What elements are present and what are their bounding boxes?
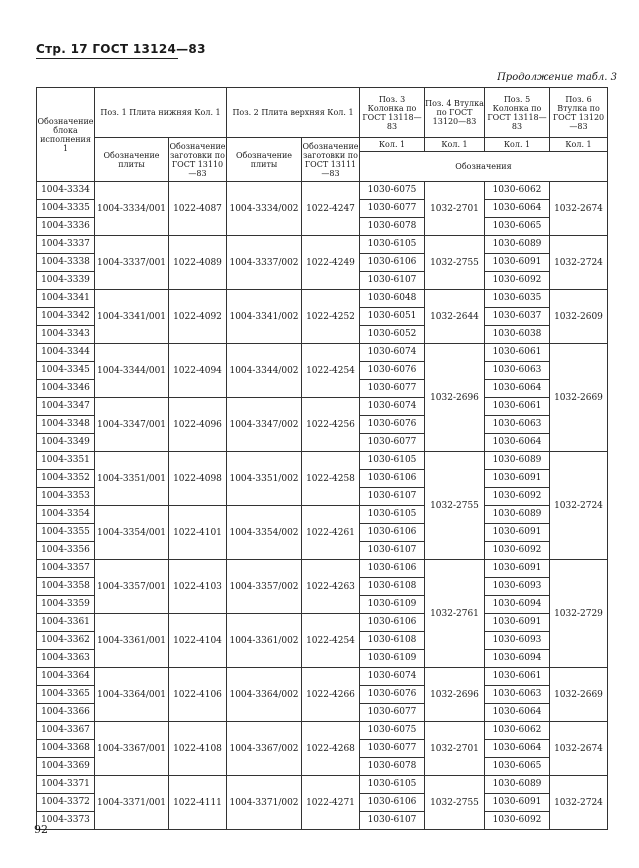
plate2-cell: 1004-3347/002 bbox=[227, 398, 302, 452]
pos4-header: Поз. 4 Втулка по ГОСТ 13120—83 bbox=[425, 88, 485, 138]
column-designation: 1030-6064 bbox=[485, 740, 549, 758]
block-designation: 1004-3364 bbox=[37, 668, 94, 686]
column-designation: 1030-6106 bbox=[360, 794, 424, 812]
plate1-cell: 1004-3354/001 bbox=[95, 506, 169, 560]
column-designation: 1030-6107 bbox=[367, 815, 417, 825]
block-designation: 1004-3369 bbox=[41, 761, 90, 771]
column-designation: 1030-6061 bbox=[485, 344, 549, 362]
block-designation: 1004-3351 bbox=[37, 452, 94, 470]
blank1-cell: 1022-4103 bbox=[169, 560, 227, 614]
qty-header: Кол. 1 bbox=[550, 138, 608, 152]
column-designation: 1030-6061 bbox=[485, 398, 549, 416]
block-cell bbox=[37, 344, 95, 398]
block-cell bbox=[37, 668, 95, 722]
bushing4-cell: 1032-2755 bbox=[425, 776, 485, 830]
block-cell bbox=[37, 182, 95, 236]
column-designation: 1030-6106 bbox=[360, 560, 424, 578]
block-designation: 1004-3373 bbox=[41, 815, 90, 825]
block-designation: 1004-3358 bbox=[37, 578, 94, 596]
bushing6-cell: 1032-2669 bbox=[550, 668, 608, 722]
column-designation: 1030-6075 bbox=[360, 722, 424, 740]
qty-header: Кол. 1 bbox=[425, 138, 485, 152]
column-designation: 1030-6074 bbox=[360, 344, 424, 362]
qty-header: Кол. 1 bbox=[485, 138, 550, 152]
block-designation: 1004-3356 bbox=[41, 545, 90, 555]
plate2-cell: 1004-3337/002 bbox=[227, 236, 302, 290]
header-rule bbox=[36, 58, 178, 59]
block-designation: 1004-3335 bbox=[37, 200, 94, 218]
block-designation: 1004-3355 bbox=[37, 524, 94, 542]
column-designation: 1030-6076 bbox=[360, 362, 424, 380]
bushing4-cell: 1032-2644 bbox=[425, 290, 485, 344]
column-designation: 1030-6107 bbox=[367, 275, 417, 285]
plate-desig-header: Обозначение плиты bbox=[95, 138, 169, 182]
bushing6-cell: 1032-2674 bbox=[550, 722, 608, 776]
column3-cell bbox=[360, 344, 425, 398]
column5-cell bbox=[485, 722, 550, 776]
column3-cell bbox=[360, 776, 425, 830]
column-designation: 1030-6092 bbox=[492, 815, 542, 825]
blank2-cell: 1022-4252 bbox=[302, 290, 360, 344]
column-designation: 1030-6089 bbox=[485, 236, 549, 254]
column-designation: 1030-6089 bbox=[485, 452, 549, 470]
blank2-cell: 1022-4247 bbox=[302, 182, 360, 236]
column-designation: 1030-6092 bbox=[492, 545, 542, 555]
blank1-cell: 1022-4092 bbox=[169, 290, 227, 344]
column-designation: 1030-6078 bbox=[367, 761, 417, 771]
column-designation: 1030-6094 bbox=[492, 599, 542, 609]
column-designation: 1030-6107 bbox=[367, 491, 417, 501]
plate1-cell: 1004-3341/001 bbox=[95, 290, 169, 344]
column-designation: 1030-6048 bbox=[360, 290, 424, 308]
block-designation: 1004-3372 bbox=[37, 794, 94, 812]
block-designation: 1004-3357 bbox=[37, 560, 94, 578]
plate1-cell: 1004-3361/001 bbox=[95, 614, 169, 668]
block-designation: 1004-3341 bbox=[37, 290, 94, 308]
blank2-cell: 1022-4266 bbox=[302, 668, 360, 722]
plate2-cell: 1004-3354/002 bbox=[227, 506, 302, 560]
column-designation: 1030-6106 bbox=[360, 254, 424, 272]
designations-header: Обозначения bbox=[360, 152, 608, 182]
column-designation: 1030-6065 bbox=[492, 221, 542, 231]
block-designation: 1004-3349 bbox=[41, 437, 90, 447]
bushing6-cell: 1032-2669 bbox=[550, 344, 608, 452]
blank2-cell: 1022-4249 bbox=[302, 236, 360, 290]
block-cell bbox=[37, 776, 95, 830]
bushing4-cell: 1032-2701 bbox=[425, 722, 485, 776]
plate1-cell: 1004-3337/001 bbox=[95, 236, 169, 290]
block-designation: 1004-3362 bbox=[37, 632, 94, 650]
pos6-header: Поз. 6 Втулка по ГОСТ 13120—83 bbox=[550, 88, 608, 138]
column-designation: 1030-6063 bbox=[485, 686, 549, 704]
column-designation: 1030-6108 bbox=[360, 578, 424, 596]
block-designation: 1004-3336 bbox=[41, 221, 90, 231]
plate2-cell: 1004-3364/002 bbox=[227, 668, 302, 722]
block-designation: 1004-3353 bbox=[41, 491, 90, 501]
plate2-cell: 1004-3357/002 bbox=[227, 560, 302, 614]
qty-header: Кол. 1 bbox=[360, 138, 425, 152]
column-designation: 1030-6107 bbox=[367, 545, 417, 555]
blank1-cell: 1022-4101 bbox=[169, 506, 227, 560]
block-cell bbox=[37, 236, 95, 290]
column3-cell bbox=[360, 560, 425, 614]
column-designation: 1030-6109 bbox=[367, 653, 417, 663]
column-designation: 1030-6091 bbox=[485, 470, 549, 488]
column-designation: 1030-6091 bbox=[485, 794, 549, 812]
table-continuation: Продолжение табл. 3 bbox=[497, 72, 617, 83]
block-designation: 1004-3348 bbox=[37, 416, 94, 434]
blank1-cell: 1022-4096 bbox=[169, 398, 227, 452]
column-designation: 1030-6052 bbox=[367, 329, 417, 339]
column-designation: 1030-6106 bbox=[360, 524, 424, 542]
column5-cell bbox=[485, 236, 550, 290]
bushing6-cell: 1032-2724 bbox=[550, 776, 608, 830]
plate2-cell: 1004-3334/002 bbox=[227, 182, 302, 236]
column-designation: 1030-6076 bbox=[360, 686, 424, 704]
blank2-cell: 1022-4254 bbox=[302, 614, 360, 668]
column3-cell bbox=[360, 668, 425, 722]
page-header: Стр. 17 ГОСТ 13124—83 bbox=[36, 42, 206, 56]
column3-cell bbox=[360, 236, 425, 290]
plate-desig-header: Обозначение плиты bbox=[227, 138, 302, 182]
column5-cell bbox=[485, 398, 550, 452]
plate2-cell: 1004-3351/002 bbox=[227, 452, 302, 506]
block-designation: 1004-3346 bbox=[41, 383, 90, 393]
column3-cell bbox=[360, 506, 425, 560]
bushing4-cell: 1032-2761 bbox=[425, 560, 485, 668]
block-cell bbox=[37, 290, 95, 344]
block-designation: 1004-3352 bbox=[37, 470, 94, 488]
column-designation: 1030-6092 bbox=[492, 275, 542, 285]
column3-cell bbox=[360, 614, 425, 668]
column5-cell bbox=[485, 506, 550, 560]
bushing6-cell: 1032-2724 bbox=[550, 452, 608, 560]
block-designation: 1004-3347 bbox=[37, 398, 94, 416]
blank1-cell: 1022-4087 bbox=[169, 182, 227, 236]
pos2-header: Поз. 2 Плита верхняя Кол. 1 bbox=[227, 88, 360, 138]
column-designation: 1030-6063 bbox=[485, 362, 549, 380]
column-designation: 1030-6064 bbox=[492, 383, 542, 393]
blank2-cell: 1022-4256 bbox=[302, 398, 360, 452]
column-designation: 1030-6075 bbox=[360, 182, 424, 200]
column-designation: 1030-6065 bbox=[492, 761, 542, 771]
block-cell bbox=[37, 614, 95, 668]
column3-cell bbox=[360, 398, 425, 452]
blank1-cell: 1022-4094 bbox=[169, 344, 227, 398]
column5-cell bbox=[485, 614, 550, 668]
blank1-cell: 1022-4089 bbox=[169, 236, 227, 290]
column-designation: 1030-6091 bbox=[485, 524, 549, 542]
block-designation: 1004-3368 bbox=[37, 740, 94, 758]
block-designation: 1004-3366 bbox=[41, 707, 90, 717]
block-designation: 1004-3337 bbox=[37, 236, 94, 254]
column5-cell bbox=[485, 290, 550, 344]
bushing4-cell: 1032-2755 bbox=[425, 452, 485, 560]
column3-cell bbox=[360, 452, 425, 506]
blank-desig-header: Обозначение заготовки по ГОСТ 13111—83 bbox=[302, 138, 360, 182]
column-designation: 1030-6077 bbox=[367, 437, 417, 447]
plate2-cell: 1004-3341/002 bbox=[227, 290, 302, 344]
block-designation: 1004-3334 bbox=[37, 182, 94, 200]
bushing4-cell: 1032-2755 bbox=[425, 236, 485, 290]
column3-cell bbox=[360, 722, 425, 776]
column-designation: 1030-6077 bbox=[360, 740, 424, 758]
blank1-cell: 1022-4108 bbox=[169, 722, 227, 776]
blank1-cell: 1022-4106 bbox=[169, 668, 227, 722]
column-designation: 1030-6091 bbox=[485, 560, 549, 578]
plate2-cell: 1004-3344/002 bbox=[227, 344, 302, 398]
column-designation: 1030-6074 bbox=[360, 398, 424, 416]
block-designation: 1004-3361 bbox=[37, 614, 94, 632]
column-designation: 1030-6061 bbox=[485, 668, 549, 686]
block-designation: 1004-3344 bbox=[37, 344, 94, 362]
bushing4-cell: 1032-2696 bbox=[425, 668, 485, 722]
column5-cell bbox=[485, 344, 550, 398]
page-number: 92 bbox=[34, 823, 48, 836]
blank1-cell: 1022-4111 bbox=[169, 776, 227, 830]
plate1-cell: 1004-3351/001 bbox=[95, 452, 169, 506]
column-designation: 1030-6109 bbox=[367, 599, 417, 609]
column-designation: 1030-6105 bbox=[360, 506, 424, 524]
bushing6-cell: 1032-2609 bbox=[550, 290, 608, 344]
blank2-cell: 1022-4258 bbox=[302, 452, 360, 506]
column-designation: 1030-6062 bbox=[485, 722, 549, 740]
column-designation: 1030-6108 bbox=[360, 632, 424, 650]
blank1-cell: 1022-4104 bbox=[169, 614, 227, 668]
column-designation: 1030-6091 bbox=[485, 614, 549, 632]
block-cell bbox=[37, 398, 95, 452]
block-cell bbox=[37, 722, 95, 776]
block-designation: 1004-3338 bbox=[37, 254, 94, 272]
column3-cell bbox=[360, 290, 425, 344]
column-designation: 1030-6051 bbox=[360, 308, 424, 326]
blank2-cell: 1022-4263 bbox=[302, 560, 360, 614]
column-designation: 1030-6089 bbox=[485, 776, 549, 794]
column-designation: 1030-6063 bbox=[485, 416, 549, 434]
column3-cell bbox=[360, 182, 425, 236]
bushing6-cell: 1032-2729 bbox=[550, 560, 608, 668]
column5-cell bbox=[485, 560, 550, 614]
column-designation: 1030-6094 bbox=[492, 653, 542, 663]
column-designation: 1030-6064 bbox=[485, 200, 549, 218]
block-designation: 1004-3354 bbox=[37, 506, 94, 524]
column5-cell bbox=[485, 668, 550, 722]
column5-cell bbox=[485, 776, 550, 830]
column-designation: 1030-6078 bbox=[367, 221, 417, 231]
plate1-cell: 1004-3367/001 bbox=[95, 722, 169, 776]
column-designation: 1030-6077 bbox=[367, 707, 417, 717]
column-designation: 1030-6105 bbox=[360, 236, 424, 254]
plate1-cell: 1004-3347/001 bbox=[95, 398, 169, 452]
block-designation: 1004-3359 bbox=[41, 599, 90, 609]
pos1-header: Поз. 1 Плита нижняя Кол. 1 bbox=[95, 88, 227, 138]
blank-desig-header: Обозначение заготовки по ГОСТ 13110—83 bbox=[169, 138, 227, 182]
plate2-cell: 1004-3361/002 bbox=[227, 614, 302, 668]
block-column-header: Обозначение блока исполнения 1 bbox=[37, 88, 95, 182]
column-designation: 1030-6077 bbox=[360, 200, 424, 218]
blank2-cell: 1022-4271 bbox=[302, 776, 360, 830]
column5-cell bbox=[485, 452, 550, 506]
plate1-cell: 1004-3344/001 bbox=[95, 344, 169, 398]
block-designation: 1004-3367 bbox=[37, 722, 94, 740]
column5-cell bbox=[485, 182, 550, 236]
column-designation: 1030-6106 bbox=[360, 470, 424, 488]
blank2-cell: 1022-4254 bbox=[302, 344, 360, 398]
blank2-cell: 1022-4261 bbox=[302, 506, 360, 560]
column-designation: 1030-6093 bbox=[485, 632, 549, 650]
column-designation: 1030-6092 bbox=[492, 491, 542, 501]
bushing6-cell: 1032-2724 bbox=[550, 236, 608, 290]
plate1-cell: 1004-3357/001 bbox=[95, 560, 169, 614]
block-cell bbox=[37, 452, 95, 506]
block-designation: 1004-3363 bbox=[41, 653, 90, 663]
plate1-cell: 1004-3371/001 bbox=[95, 776, 169, 830]
column-designation: 1030-6077 bbox=[367, 383, 417, 393]
column-designation: 1030-6089 bbox=[485, 506, 549, 524]
blank2-cell: 1022-4268 bbox=[302, 722, 360, 776]
plate1-cell: 1004-3334/001 bbox=[95, 182, 169, 236]
pos5-header: Поз. 5 Колонка по ГОСТ 13118—83 bbox=[485, 88, 550, 138]
block-designation: 1004-3365 bbox=[37, 686, 94, 704]
blank1-cell: 1022-4098 bbox=[169, 452, 227, 506]
components-table bbox=[36, 87, 608, 830]
bushing6-cell: 1032-2674 bbox=[550, 182, 608, 236]
column-designation: 1030-6035 bbox=[485, 290, 549, 308]
plate1-cell: 1004-3364/001 bbox=[95, 668, 169, 722]
column-designation: 1030-6093 bbox=[485, 578, 549, 596]
column-designation: 1030-6091 bbox=[485, 254, 549, 272]
block-cell bbox=[37, 560, 95, 614]
column-designation: 1030-6064 bbox=[492, 707, 542, 717]
column-designation: 1030-6076 bbox=[360, 416, 424, 434]
column-designation: 1030-6037 bbox=[485, 308, 549, 326]
bushing4-cell: 1032-2696 bbox=[425, 344, 485, 452]
column-designation: 1030-6105 bbox=[360, 452, 424, 470]
block-designation: 1004-3339 bbox=[41, 275, 90, 285]
column-designation: 1030-6062 bbox=[485, 182, 549, 200]
block-designation: 1004-3345 bbox=[37, 362, 94, 380]
block-designation: 1004-3342 bbox=[37, 308, 94, 326]
column-designation: 1030-6038 bbox=[492, 329, 542, 339]
column-designation: 1030-6105 bbox=[360, 776, 424, 794]
column-designation: 1030-6074 bbox=[360, 668, 424, 686]
pos3-header: Поз. 3 Колонка по ГОСТ 13118—83 bbox=[360, 88, 425, 138]
block-designation: 1004-3343 bbox=[41, 329, 90, 339]
bushing4-cell: 1032-2701 bbox=[425, 182, 485, 236]
block-cell bbox=[37, 506, 95, 560]
plate2-cell: 1004-3371/002 bbox=[227, 776, 302, 830]
block-designation: 1004-3371 bbox=[37, 776, 94, 794]
plate2-cell: 1004-3367/002 bbox=[227, 722, 302, 776]
column-designation: 1030-6064 bbox=[492, 437, 542, 447]
column-designation: 1030-6106 bbox=[360, 614, 424, 632]
